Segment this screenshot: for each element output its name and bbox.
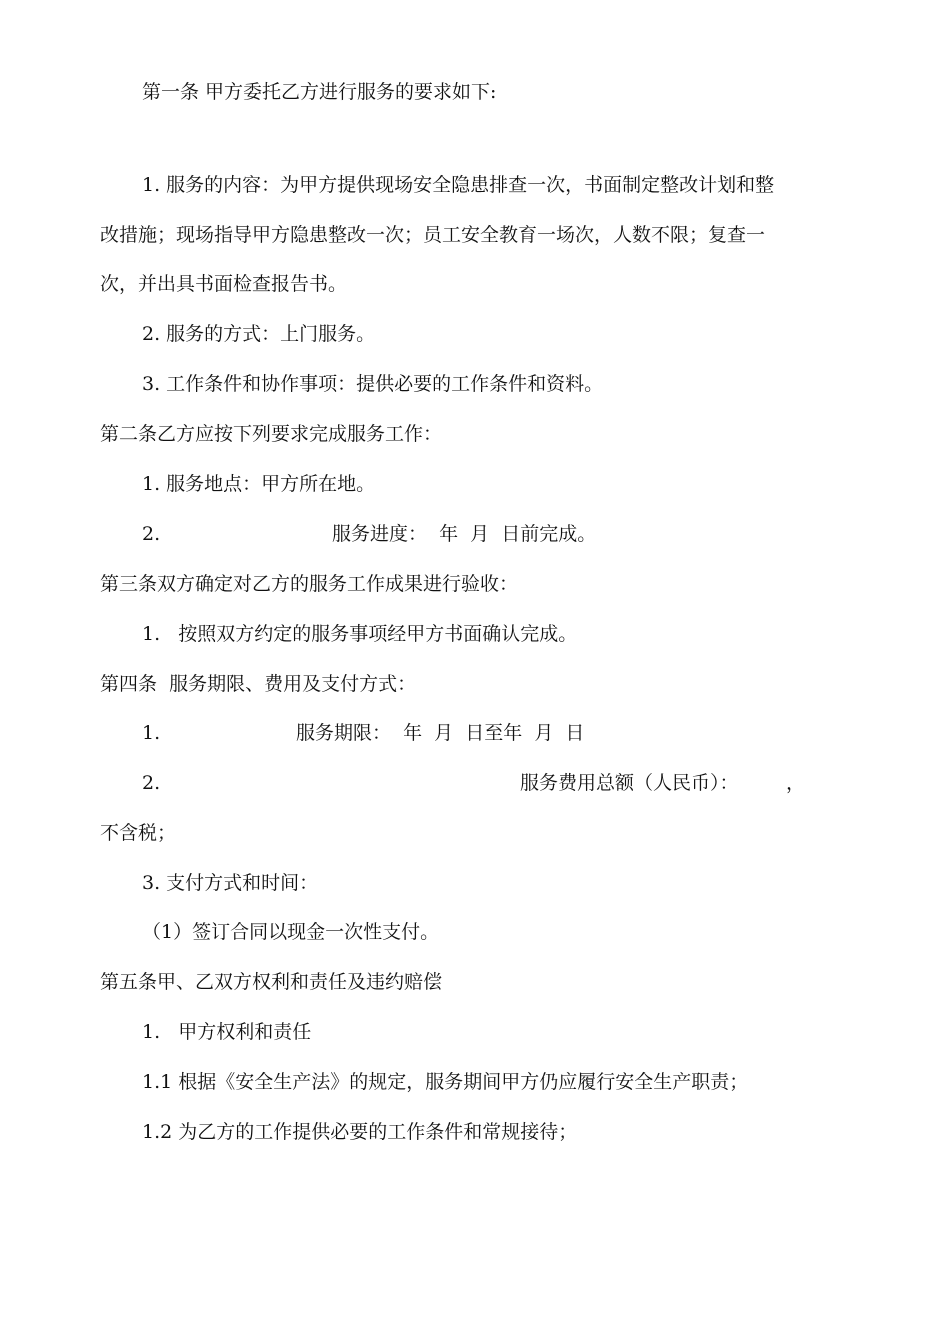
article-4-item-2-continuation: 不含税； — [100, 822, 177, 844]
article-4-item-1-text: 服务期限： 年 月 日至年 月 日 — [296, 722, 585, 744]
article-1-item-3: 3. 工作条件和协作事项：提供必要的工作条件和资料。 — [142, 373, 604, 395]
article-4-item-2-text: 服务费用总额（人民币）： — [520, 772, 739, 794]
article-1-item-2: 2. 服务的方式：上门服务。 — [142, 323, 376, 345]
article-1-heading: 第一条 甲方委托乙方进行服务的要求如下: — [142, 81, 497, 103]
article-4-item-2-number: 2. — [142, 772, 161, 794]
article-4-item-2-comma: ， — [786, 772, 806, 794]
article-2-item-2-number: 2. — [142, 523, 161, 545]
article-1-item-1-line-2: 改措施；现场指导甲方隐患整改一次；员工安全教育一场次，人数不限；复查一 — [100, 224, 766, 246]
article-3-item-1: 1. 按照双方约定的服务事项经甲方书面确认完成。 — [142, 623, 578, 645]
article-4-item-3-sub-1: （1）签订合同以现金一次性支付。 — [142, 921, 440, 943]
article-1-item-1-line-1: 1. 服务的内容：为甲方提供现场安全隐患排查一次，书面制定整改计划和整 — [142, 174, 775, 196]
article-5-heading: 第五条甲、乙双方权利和责任及违约赔偿 — [100, 971, 443, 993]
article-4-item-1-number: 1. — [142, 722, 161, 744]
article-3-heading: 第三条双方确定对乙方的服务工作成果进行验收： — [100, 573, 519, 595]
article-5-item-1: 1. 甲方权利和责任 — [142, 1021, 312, 1043]
article-2-item-2-text: 服务进度： 年 月 日前完成。 — [332, 523, 597, 545]
article-2-heading: 第二条乙方应按下列要求完成服务工作： — [100, 423, 443, 445]
article-1-item-1-line-3: 次，并出具书面检查报告书。 — [100, 273, 348, 295]
article-2-item-1: 1. 服务地点：甲方所在地。 — [142, 473, 376, 495]
article-4-item-3: 3. 支付方式和时间： — [142, 872, 319, 894]
article-5-item-1-1: 1.1 根据《安全生产法》的规定，服务期间甲方仍应履行安全生产职责； — [142, 1071, 749, 1093]
article-4-heading: 第四条 服务期限、费用及支付方式： — [100, 673, 417, 695]
article-5-item-1-2: 1.2 为乙方的工作提供必要的工作条件和常规接待； — [142, 1121, 578, 1143]
